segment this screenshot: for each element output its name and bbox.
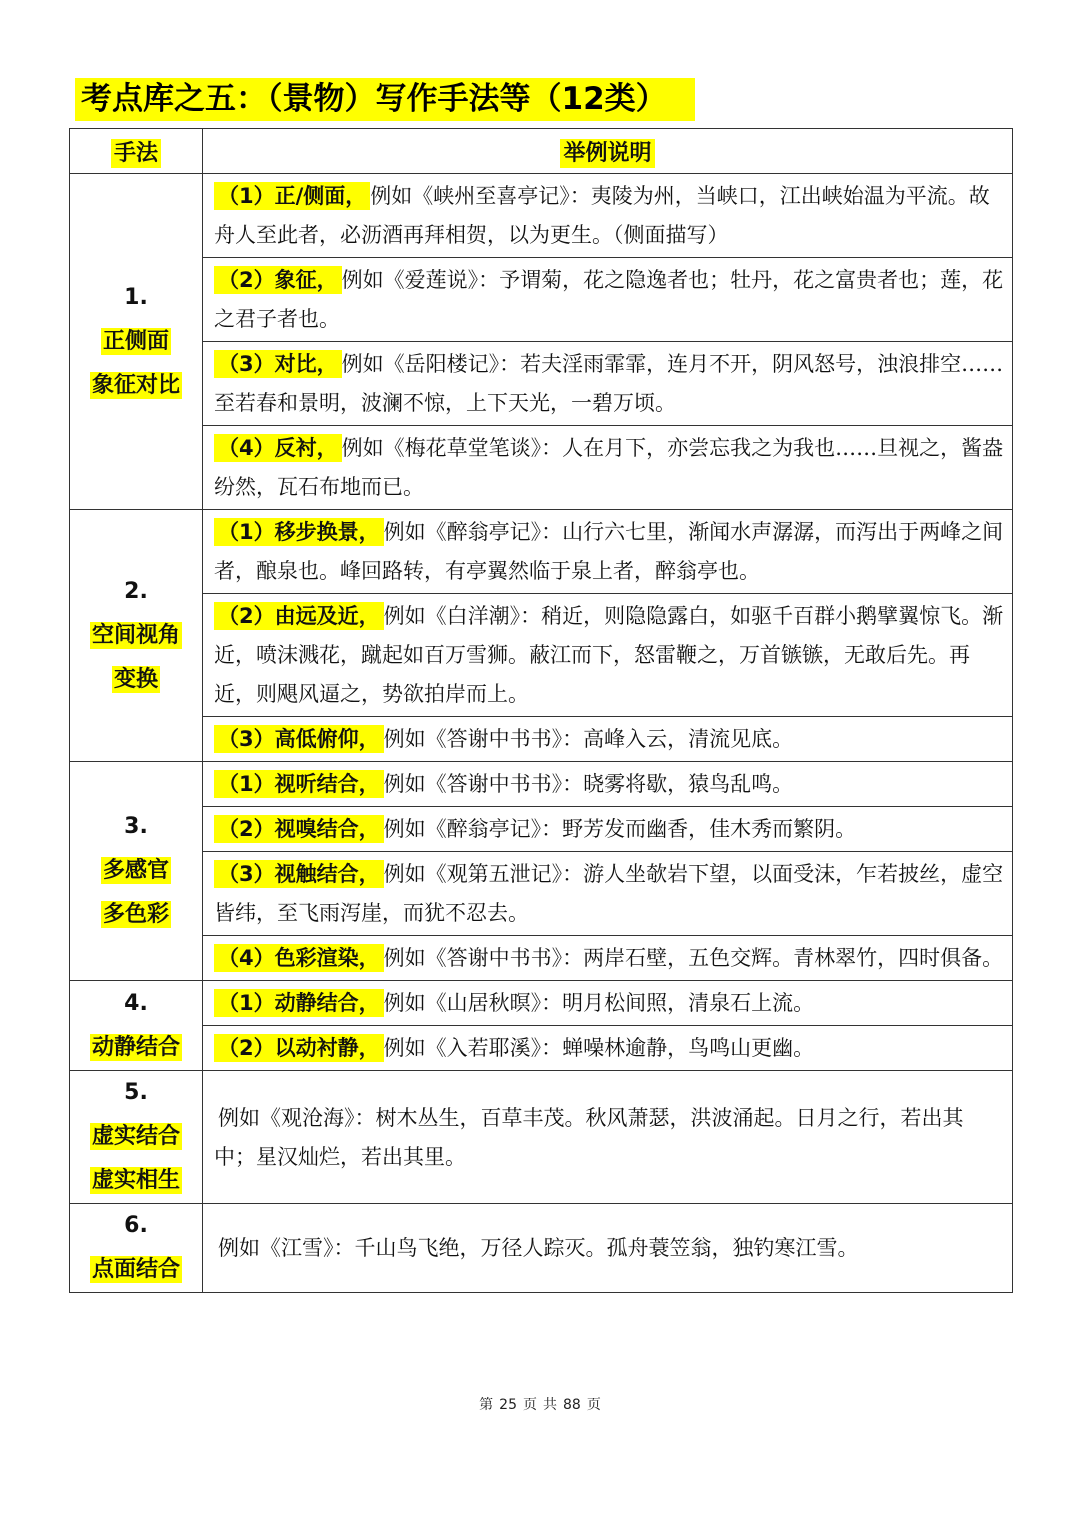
category-cell <box>70 1204 203 1293</box>
table-row <box>70 426 1013 510</box>
category-label: 变换 <box>113 666 158 692</box>
category-label: 多色彩 <box>102 902 169 927</box>
example-cell <box>203 510 1013 594</box>
table-row <box>70 1026 1013 1071</box>
table-row <box>70 258 1013 342</box>
category-number: 6. <box>124 1213 148 1238</box>
example-cell <box>203 981 1013 1026</box>
category-label: 正侧面 <box>102 328 169 354</box>
example-text: 例如《岳阳楼记》：若夫淫雨霏霏，连月不开，阴风怒号，浊浪排空……至若春和景明，波澜不惊，上下天光，一碧万顷。 <box>214 352 1004 415</box>
technique-tag: （1）动静结合， <box>214 989 384 1017</box>
example-text: 例如《醉翁亭记》：野芳发而幽香，佳木秀而繁阴。 <box>383 817 857 841</box>
techniques-table <box>69 128 1013 1293</box>
total-pages: 88 <box>563 1397 581 1413</box>
table-header-row <box>70 129 1013 174</box>
example-text: 例如《入若耶溪》：蝉噪林逾静，鸟鸣山更幽。 <box>383 1036 815 1060</box>
example-text: 例如《答谢中书书》：高峰入云，清流见底。 <box>383 727 794 751</box>
example-cell <box>203 594 1013 717</box>
table-row <box>70 1204 1013 1293</box>
technique-tag: （2）象征， <box>214 266 342 294</box>
technique-tag: （3）高低俯仰， <box>214 725 384 753</box>
example-cell <box>203 342 1013 426</box>
category-label: 空间视角 <box>91 622 180 648</box>
table-row <box>70 342 1013 426</box>
example-cell <box>203 174 1013 258</box>
category-cell <box>70 1071 203 1204</box>
example-text: 例如《答谢中书书》：两岸石壁，五色交辉。青林翠竹，四时俱备。 <box>383 946 1004 970</box>
example-text: 例如《白洋潮》：稍近，则隐隐露白，如驱千百群小鹅擘翼惊飞。渐近，喷沫溅花，蹴起如百万雪狮。蔽江而下，怒雷鞭之，万首镞镞，无敢后先。再近，则飓风逼之，势欲拍岸而上。 <box>214 604 1004 706</box>
example-cell <box>203 1071 1013 1204</box>
technique-tag: （2）由远及近， <box>214 602 384 630</box>
example-cell <box>203 807 1013 852</box>
category-label: 多感官 <box>102 858 169 883</box>
technique-tag: （2）以动衬静， <box>214 1034 384 1062</box>
header-technique: 手法 <box>70 129 203 174</box>
page-footer: 第 25 页 共 88 页 <box>479 1397 601 1413</box>
header-examples: 举例说明 <box>203 129 1013 174</box>
table-row <box>70 762 1013 807</box>
page-title: 考点库之五：（景物）写作手法等（12类） <box>75 78 695 121</box>
example-text: 例如《观第五泄记》：游人坐欹岩下望，以面受沫，乍若披丝，虚空皆纬，至飞雨泻崖，而犹不忍去。 <box>214 862 1004 925</box>
table-row <box>70 174 1013 258</box>
category-label: 象征对比 <box>91 372 180 398</box>
table-row <box>70 852 1013 936</box>
category-number: 1. <box>124 284 148 310</box>
example-text: 例如《梅花草堂笔谈》：人在月下，亦尝忘我之为我也……旦视之，酱盎纷然，瓦石布地而已。 <box>214 436 1004 499</box>
category-label: 点面结合 <box>91 1257 180 1282</box>
table-row <box>70 807 1013 852</box>
table-row <box>70 1071 1013 1204</box>
category-cell <box>70 174 203 510</box>
technique-tag: （2）视嗅结合， <box>214 815 384 843</box>
table-row <box>70 936 1013 981</box>
technique-tag: （1）移步换景， <box>214 518 384 546</box>
category-number: 3. <box>124 814 148 839</box>
example-cell <box>203 426 1013 510</box>
technique-tag: （3）对比， <box>214 350 342 378</box>
technique-tag: （3）视触结合， <box>214 860 384 888</box>
example-cell <box>203 1026 1013 1071</box>
example-text: 例如《江雪》：千山鸟飞绝，万径人踪灭。孤舟蓑笠翁，独钓寒江雪。 <box>218 1236 859 1260</box>
example-cell <box>203 258 1013 342</box>
category-label: 虚实结合 <box>91 1124 180 1149</box>
example-cell <box>203 936 1013 981</box>
table-row <box>70 510 1013 594</box>
technique-tag: （1）视听结合， <box>214 770 384 798</box>
category-number: 2. <box>124 578 148 604</box>
example-text: 例如《山居秋暝》：明月松间照，清泉石上流。 <box>383 991 815 1015</box>
table-row <box>70 594 1013 717</box>
category-cell <box>70 762 203 981</box>
example-cell <box>203 852 1013 936</box>
example-text: 例如《峡州至喜亭记》：夷陵为州，当峡口，江出峡始温为平流。故舟人至此者，必沥酒再拜相贺，以为更生。（侧面描写） <box>214 184 990 247</box>
category-label: 虚实相生 <box>91 1168 180 1193</box>
technique-tag: （4）色彩渲染， <box>214 944 384 972</box>
category-number: 5. <box>124 1080 148 1105</box>
technique-tag: （4）反衬， <box>214 434 342 462</box>
category-number: 4. <box>124 990 148 1016</box>
example-text: 例如《醉翁亭记》：山行六七里，渐闻水声潺潺，而泻出于两峰之间者，酿泉也。峰回路转，有亭翼然临于泉上者，醉翁亭也。 <box>214 520 1004 583</box>
category-label: 动静结合 <box>91 1034 180 1060</box>
category-cell <box>70 510 203 762</box>
category-cell <box>70 981 203 1071</box>
example-text: 例如《答谢中书书》：晓雾将歇，猿鸟乱鸣。 <box>383 772 794 796</box>
example-cell <box>203 717 1013 762</box>
table-row <box>70 981 1013 1026</box>
example-text: 例如《观沧海》：树木丛生，百草丰茂。秋风萧瑟，洪波涌起。日月之行，若出其中；星汉灿烂，若出其里。 <box>214 1105 964 1169</box>
current-page: 25 <box>499 1397 517 1413</box>
example-cell <box>203 762 1013 807</box>
example-cell <box>203 1204 1013 1293</box>
technique-tag: （1）正/侧面， <box>214 182 370 210</box>
table-row <box>70 717 1013 762</box>
example-text: 例如《爱莲说》：予谓菊，花之隐逸者也；牡丹，花之富贵者也；莲，花之君子者也。 <box>214 268 1004 331</box>
